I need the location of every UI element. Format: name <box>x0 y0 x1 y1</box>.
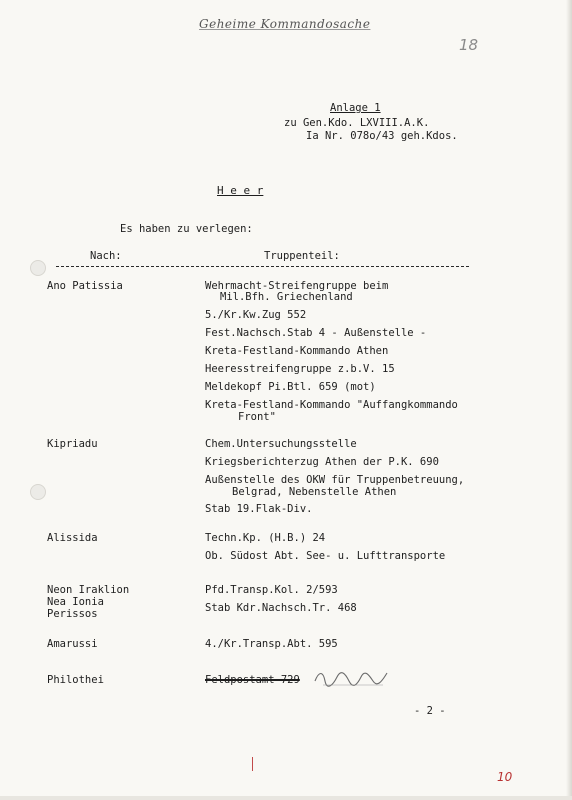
red-page-number: 10 <box>497 770 513 784</box>
unit-line-continued: Belgrad, Nebenstelle Athen <box>232 486 397 498</box>
unit-line: Kreta-Festland-Kommando Athen <box>205 345 389 357</box>
unit-line: 5./Kr.Kw.Zug 552 <box>205 309 307 321</box>
reference-line-2: Ia Nr. 078o/43 geh.Kdos. <box>306 130 458 142</box>
intro-text: Es haben zu verlegen: <box>120 223 253 235</box>
place-amarussi: Amarussi <box>47 638 98 650</box>
unit-line: Meldekopf Pi.Btl. 659 (mot) <box>205 381 376 393</box>
unit-line-continued: Front" <box>238 411 276 423</box>
place-kipriadu: Kipriadu <box>47 438 98 450</box>
handwritten-annotation <box>313 667 389 689</box>
unit-line: 4./Kr.Transp.Abt. 595 <box>205 638 338 650</box>
annex-title: Anlage 1 <box>330 102 381 114</box>
page-marker: - 2 - <box>414 705 446 717</box>
unit-line: Heeresstreifengruppe z.b.V. 15 <box>205 363 395 375</box>
unit-line: Kreta-Festland-Kommando "Auffangkommando <box>205 399 458 411</box>
punch-hole-bottom <box>30 484 46 500</box>
punch-hole-top <box>30 260 46 276</box>
place-philothei: Philothei <box>47 674 104 686</box>
header-divider <box>56 266 469 267</box>
unit-line: Fest.Nachsch.Stab 4 - Außenstelle - <box>205 327 427 339</box>
section-title: H e e r <box>217 184 264 197</box>
unit-line: Stab 19.Flak-Div. <box>205 503 313 515</box>
unit-line: Stab Kdr.Nachsch.Tr. 468 <box>205 602 357 614</box>
reference-line-1: zu Gen.Kdo. LXVIII.A.K. <box>284 117 430 129</box>
place-ano-patissia: Ano Patissia <box>47 280 123 292</box>
place-alissida: Alissida <box>47 532 98 544</box>
page-bottom-edge <box>0 796 572 800</box>
place-perissos: Perissos <box>47 608 98 620</box>
red-pen-mark <box>252 757 253 771</box>
unit-line: Wehrmacht-Streifengruppe beim <box>205 280 389 292</box>
unit-line: Außenstelle des OKW für Truppenbetreuung, <box>205 474 465 486</box>
secret-command-stamp: Geheime Kommandosache <box>199 17 371 31</box>
column-header-unit: Truppenteil: <box>264 250 340 262</box>
unit-line: Pfd.Transp.Kol. 2/593 <box>205 584 338 596</box>
unit-line: Kriegsberichterzug Athen der P.K. 690 <box>205 456 439 468</box>
unit-line: Chem.Untersuchungsstelle <box>205 438 357 450</box>
unit-line: Techn.Kp. (H.B.) 24 <box>205 532 326 544</box>
unit-line: Ob. Südost Abt. See- u. Lufttransporte <box>205 550 446 562</box>
struck-unit-line: Feldpostamt 729 <box>205 674 300 686</box>
place-nea-ionia: Nea Ionia <box>47 596 104 608</box>
place-neon-iraklion: Neon Iraklion <box>47 584 130 596</box>
unit-line-continued: Mil.Bfh. Griechenland <box>220 291 353 303</box>
page-edge-shadow <box>566 0 572 800</box>
column-header-place: Nach: <box>90 250 122 262</box>
pencil-folio-note: 18 <box>459 36 479 54</box>
